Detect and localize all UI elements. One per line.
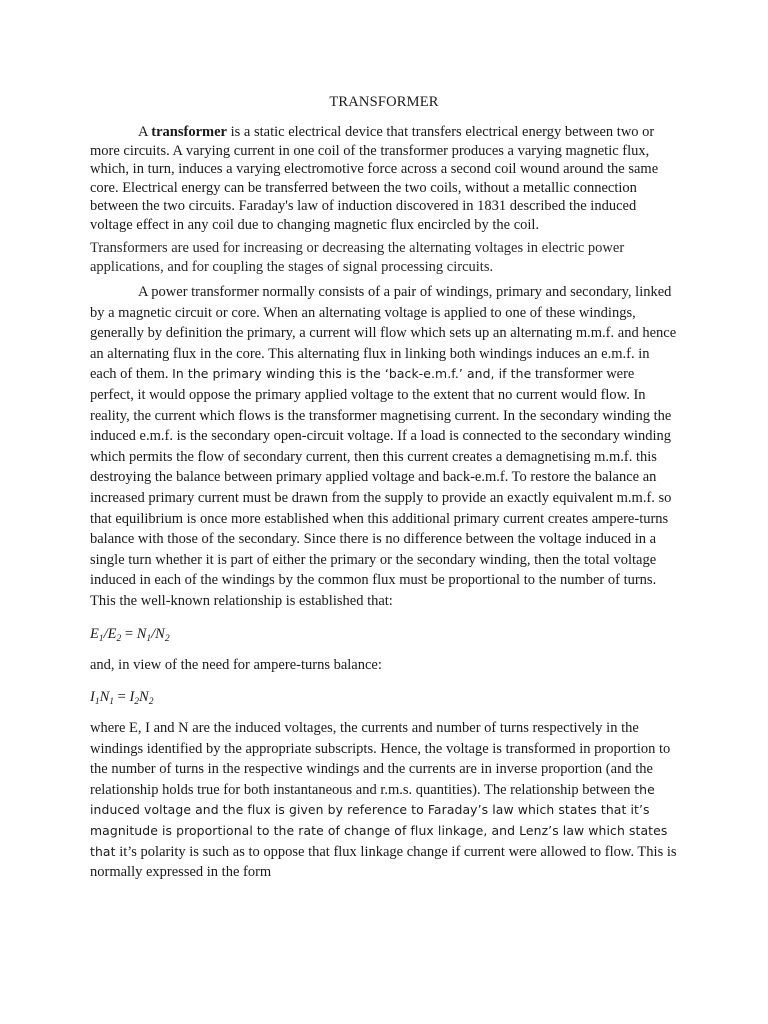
relationship-part-b: the induced voltage and the flux is given by reference to Faraday’s law which states that it’s — [90, 781, 655, 818]
intro-body: is a static electrical device that transfers electrical energy between two or more circuits. A varying current in one coil of the transformer produces a varying magnetic flux, which, in turn, induces a varying electromotive force across a second coil wound around the same core. Electrical energy can be transferred between the two coils, without a metallic connection between the two circuits. Faraday's law of induction discovered in 1831 described the induced voltage effect in any coil due to changing magnetic flux encircled by the coil. — [90, 124, 659, 233]
eq2-n1: N — [99, 689, 110, 706]
eq2-sub-4: 2 — [148, 697, 154, 708]
eq2-n2: N — [139, 689, 149, 706]
eq1-n1: N — [136, 625, 147, 642]
document-page — [90, 93, 678, 883]
paragraph-intro — [90, 123, 678, 234]
eq2-i2: I — [129, 689, 135, 706]
eq1-e2: E — [107, 625, 117, 642]
eq1-sub-2: 2 — [116, 633, 122, 644]
document-title: TRANSFORMER — [329, 94, 439, 110]
power-transformer-part-a: A power transformer normally consists of a pair of windings, primary and secondary, linked by a magnetic circuit or core. When an alternating voltage is applied to one of these windings, generally by definition the primary, a current will flow which sets up an alternating m.m.f. and hence an alternating flux in the core. This alternating flux in linking both windings induces an e.m.f. in each of them. — [90, 284, 677, 383]
eq1-slash-2: / — [151, 625, 156, 642]
paragraph-relationship — [90, 718, 678, 883]
paragraph-uses: Transformers are used for increasing or decreasing the alternating voltages in electric power applications, and for coupling the stages of signal processing circuits. — [90, 240, 625, 275]
eq1-sub-3: 1 — [146, 633, 152, 644]
eq1-e1: E — [90, 625, 99, 642]
relationship-part-d: magnitude is proportional to the rate of change of flux linkage, and Lenz’s law which states that — [90, 823, 668, 859]
eq2-sub-2: 1 — [109, 697, 115, 708]
intro-lead: A — [138, 124, 152, 140]
intro-bold-term: transformer — [151, 124, 227, 140]
eq1-equals: = — [121, 625, 137, 642]
paragraph-ampere-turns: and, in view of the need for ampere-turns balance: — [90, 656, 382, 673]
power-transformer-part-b: In the primary winding this is the ‘back-e.m.f.’ and, if the — [172, 366, 532, 382]
eq1-n2: N — [155, 625, 165, 642]
eq2-equals: = — [114, 689, 130, 706]
equation-ampere-turns — [90, 687, 678, 707]
eq1-slash-1: / — [103, 625, 108, 642]
relationship-part-e: it’s polarity is such as to oppose that flux linkage change if current were allowed to flow. This is normally expressed in the form — [90, 843, 677, 881]
eq2-sub-3: 2 — [134, 697, 140, 708]
eq1-sub-4: 2 — [164, 633, 170, 644]
eq2-sub-1: 1 — [94, 697, 100, 708]
paragraph-power-transformer — [90, 282, 678, 612]
eq2-i1: I — [90, 689, 95, 706]
eq1-sub-1: 1 — [98, 633, 104, 644]
power-transformer-part-c: transformer were perfect, it would oppose the primary applied voltage to the extent that no current would flow. In reality, the current which flows is the transformer magnetising current. In the secondary winding the induced e.m.f. is the secondary open-circuit voltage. If a load is connected to the secondary winding which permits the flow of secondary current, then this current creates a demagnetising m.m.f. this destroying the balance between primary applied voltage and back-e.m.f. To restore the balance an increased primary current must be drawn from the supply to provide an exactly equivalent m.m.f. so that equilibrium is once more established when this additional primary current creates ampere-turns balance with those of the secondary. Since there is no difference between the voltage induced in a single turn whether it is part of either the primary or the secondary winding, then the total voltage induced in each of the windings by the common flux must be proportional to the number of turns. This the well-known relationship is established that: — [90, 366, 672, 609]
equation-voltage-ratio — [90, 624, 678, 644]
relationship-part-a: where E, I and N are the induced voltages, the currents and number of turns respectively in the windings identified by the appropriate subscripts. Hence, the voltage is transformed in proportion to the number of turns in the respective windings and the currents are in inverse proportion (and the relationship holds true for both instantaneous and r.m.s. quantities). The relationship between — [90, 720, 671, 798]
